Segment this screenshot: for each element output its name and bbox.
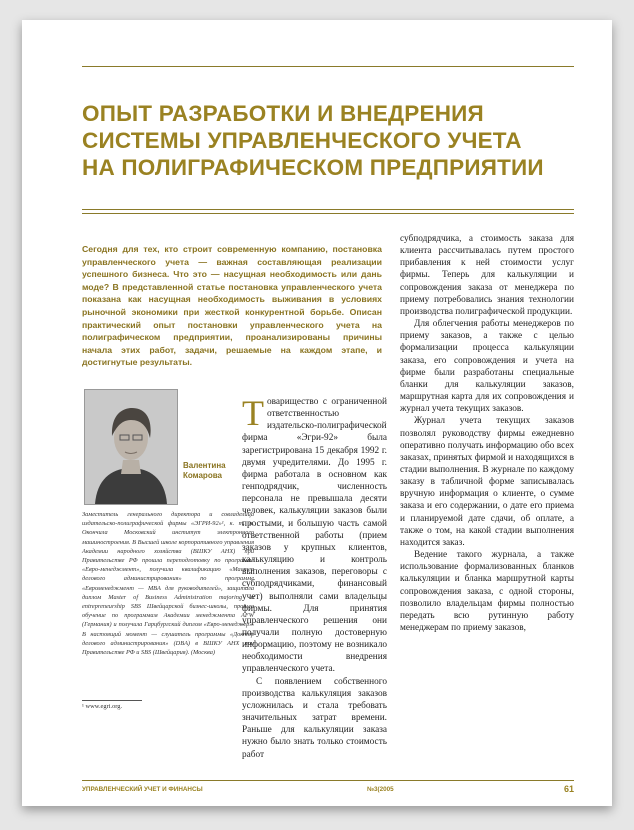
author-portrait-image xyxy=(85,390,177,504)
body-column-1 xyxy=(242,393,387,761)
paragraph-text: оварищество с ограниченной ответственностью издательско-полиграфической фирма «Эгри-92» была зарегистрирована 15 декабря 1992 г. двумя учредителями. До 1995 г. фирма работала в основном как генподрядчик, численность персонала не превышала десяти человек, калькуляции заказов были простыми, и большую часть самой ответственной работы (прием заказов у крупных клиентов, калькуляцию и контроль выполнения заказов, переговоры с субподрядчиками, финансовый учет) выполняли сами владельцы фирмы. Для принятия управленческого решения они получали полную достоверную информацию, поэтому не возникало необходимости внедрения управленческого учета. xyxy=(242,397,387,675)
title-line: СИСТЕМЫ УПРАВЛЕНЧЕСКОГО УЧЕТА xyxy=(82,128,522,153)
footnote-rule xyxy=(82,700,142,701)
drop-cap: Т xyxy=(242,393,264,433)
journal-name: УПРАВЛЕНЧЕСКИЙ УЧЕТ И ФИНАНСЫ xyxy=(82,786,203,793)
page-number: 61 xyxy=(563,784,574,794)
body-paragraph: Ведение такого журнала, а также использование формализованных бланков калькуляции и бланка маршрутной карты сопровождения заказа, с одной стороны, позволило владельцам фирмы полностью передать всю рутинную работу менеджерам по приему заказов, xyxy=(400,550,574,633)
author-first-name: Валентина xyxy=(183,461,226,470)
magazine-page xyxy=(22,20,612,806)
body-paragraph: субподрядчика, а стоимость заказа для клиента рассчитывалась путем простого прибавления к ней стоимости услуг фирмы. Теперь для калькуляции и сопровождения заказа от менеджера по приему потребовались знания технологии производства полиграфической продукции. xyxy=(400,234,574,317)
title-line: НА ПОЛИГРАФИЧЕСКОМ ПРЕДПРИЯТИИ xyxy=(82,155,544,180)
author-photo xyxy=(84,389,178,505)
footnote: ¹ www.egri.org. xyxy=(82,703,123,710)
author-bio: Заместитель генерального директора и совладелица издательско-полиграфической фирмы «ЭГРИ-92»¹, к. т. н. Окончила Московский институт электронного машиностроения. В Высшей школе корпоративного управления Академии народного хозяйства (ВШКУ АНХ) при Правительстве РФ прошла переподготовку по программе «Евро-менеджмент», получила квалификацию «Мастер делового администрирования» по программе «Евроменеджмент — MBA для руководителей», защитила диплом Master of Business Administration majoring in entrepreneurship SBS Швейцарской бизнес-школы, прошла обучение по программам Академии менеджмента AFW (Германия) и получила Гарцбургский диплом «Евро-менеджер». В настоящий момент — слушатель программы «Доктор делового администрирования» (DBA) в ВШКУ АНХ при Правительстве РФ и SBS (Швейцария). (Москва) xyxy=(82,511,254,657)
title-rule-bottom xyxy=(82,213,574,214)
title-line: ОПЫТ РАЗРАБОТКИ И ВНЕДРЕНИЯ xyxy=(82,101,484,126)
author-last-name: Комарова xyxy=(183,471,222,480)
article-lead: Сегодня для тех, кто строит современную компанию, постановка управленческого учета — важная составляющая реализации успешного бизнеса. Что это — насущная необходимость или дань моде? В представленной статье постановка управленческого учета показана как насущная необходимость выживания в условиях рыночной экономики при жесткой конкурентной борьбе. Описан практический опыт постановки управленческого учета на полиграфическом предприятии, проанализированы причины начала этих работ, задачи, решаемые на каждом этапе, и достигнутые результаты. xyxy=(82,244,382,368)
body-column-2 xyxy=(400,233,574,634)
issue-number: №3(2005 xyxy=(367,786,394,793)
author-name xyxy=(183,461,226,481)
body-paragraph xyxy=(242,393,387,676)
article-title xyxy=(82,100,582,181)
body-paragraph: С появлением собственного производства калькуляция заказов усложнилась и стала требовать значительных затрат времени. Раньше для калькуляции заказа нужно было знать только стоимость работ xyxy=(242,676,387,760)
title-rule-top xyxy=(82,209,574,210)
body-paragraph: Для облегчения работы менеджеров по приему заказов, а также с целью формализации процесса калькуляции заказа, его сопровождения и учета на фирме были разработаны специальные бланки для калькуляции заказов, маршрутная карта для их сопровождения и журнал учета текущих заказов. xyxy=(400,319,574,415)
footer-rule xyxy=(82,780,574,781)
body-paragraph: Журнал учета текущих заказов позволял руководству фирмы ежедневно оперативно получать информацию обо всех заказах, принятых фирмой и находящихся в стадии выполнения. В журнале по каждому заказу в табличной форме записывалась вручную информация о клиенте, о сумме заказа и его содержании, о дате его приема и планируемой дате сдачи, об оплате, а также о том, на какой стадии выполнения находится заказ. xyxy=(400,416,574,548)
top-rule xyxy=(82,66,574,67)
